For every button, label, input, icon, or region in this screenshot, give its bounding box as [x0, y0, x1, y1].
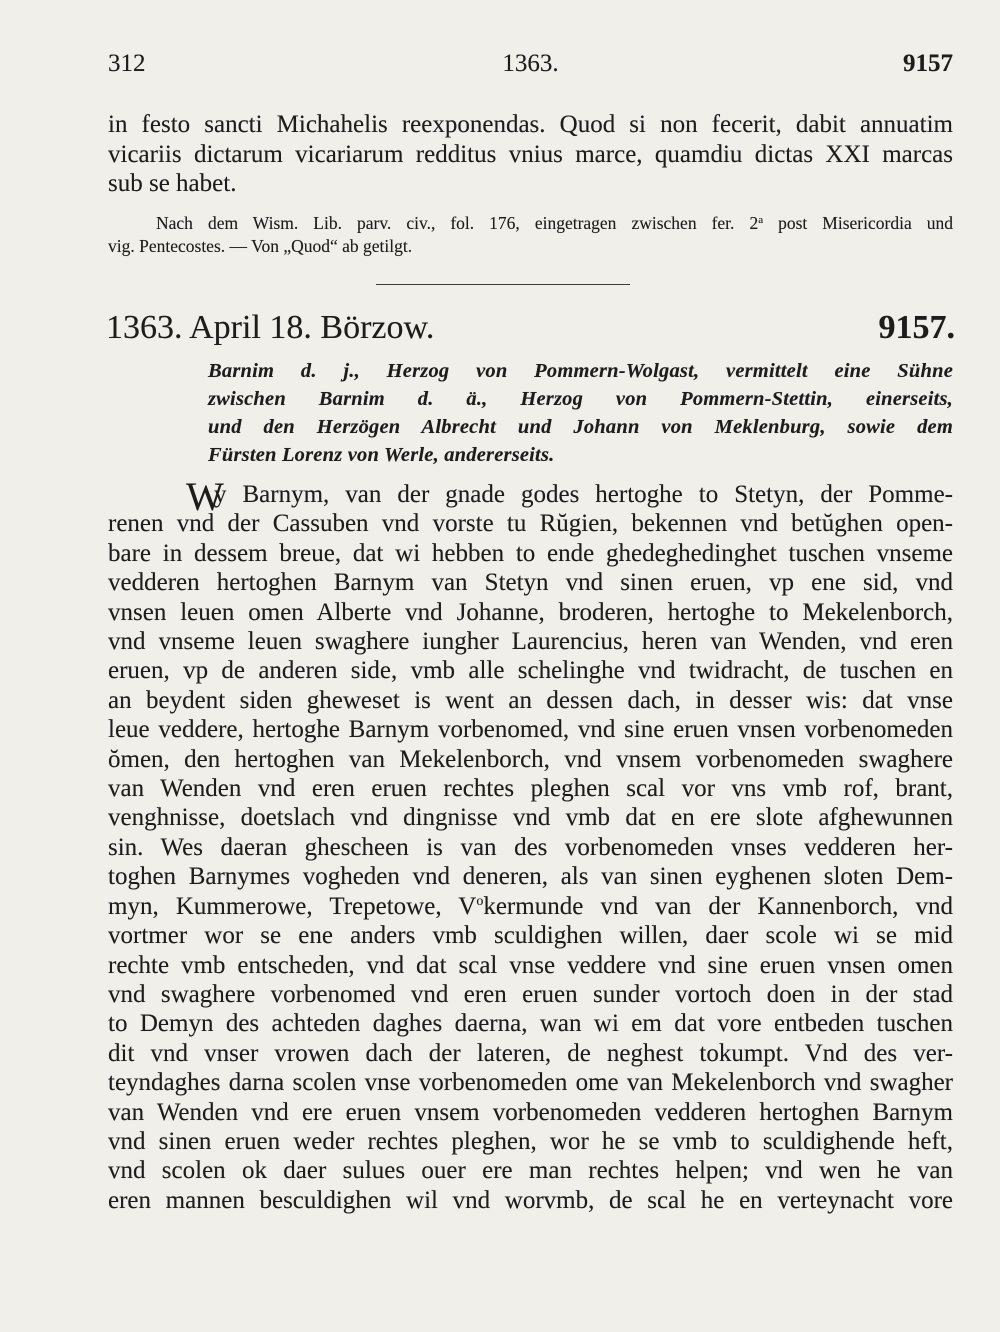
- text-line: myn, Kummerowe, Trepetowe, $V^okermunde$ vnd van der Kannenborch, vnd: [108, 892, 953, 920]
- initial-letter: W: [186, 474, 224, 519]
- source-note-line: Nach dem Wism. Lib. parv. civ., fol. 176, eingetragen zwischen fer. 2$^a$ post Misericordia und: [156, 213, 953, 233]
- text-line: an beydent siden gheweset is went an dessen dach, in desser wis: dat vnse: [108, 686, 953, 714]
- text-line: sub se habet.: [108, 170, 237, 197]
- summary-line: und den Herzögen Albrecht und Johann von Meklenburg, sowie dem: [208, 416, 953, 438]
- summary-line: zwischen Barnim d. ä., Herzog von Pommern-Stettin, einerseits,: [208, 388, 953, 410]
- running-head: [108, 50, 953, 84]
- text-line: vnd vnseme leuen swaghere iungher Laurencius, heren van Wenden, vnd eren: [108, 628, 953, 656]
- source-note: [108, 212, 953, 258]
- text-line: van Wenden vnd eren eruen rechtes pleghen scal vor vns vmb rof, brant,: [108, 775, 953, 803]
- text-line: ŏmen, den hertoghen van Mekelenborch, vnd vnsem vorbenomeden swaghere: [108, 745, 953, 773]
- document-heading: [106, 306, 955, 350]
- text-line: teyndaghes darna scolen vnse vorbenomeden ome van Mekelenborch vnd swagher: [108, 1069, 953, 1097]
- source-note-line: vig. Pentecostes. — Von „Quod“ ab getilgt.: [108, 236, 413, 256]
- text-line: eruen, vp de anderen side, vmb alle schelinghe vnd twidracht, de tuschen en: [108, 657, 953, 685]
- text-line: in festo sancti Michahelis reexponendas. Quod si non fecerit, dabit annuatim: [108, 111, 953, 138]
- text-line: renen vnd der Cassuben vnd vorste tu Rŭgien, bekennen vnd betŭghen open-: [108, 510, 953, 538]
- text-line: W y Barnym, van der gnade godes hertoghe to Stetyn, der Pomme-: [186, 474, 953, 519]
- text-line: vnsen leuen omen Alberte vnd Johanne, broderen, hertoghe to Mekelenborch,: [108, 598, 953, 626]
- document-date-place: 1363. April 18. Börzow.: [106, 309, 435, 346]
- page-number: 312: [108, 50, 146, 77]
- text-line: to Demyn des achteden daghes daerna, wan wi em dat vore entbeden tuschen: [108, 1010, 953, 1038]
- text-line: venghnisse, doetslach vnd dingnisse vnd vmb dat en ere slote afghewunnen: [108, 804, 953, 832]
- summary-line: Barnim d. j., Herzog von Pommern-Wolgast, vermittelt eine Sühne: [208, 360, 953, 382]
- document-body: [108, 474, 953, 1215]
- running-head-year: 1363.: [502, 50, 559, 77]
- text-line: dit vnd vnser vrowen dach der lateren, de neghest tokumpt. Vnd des ver-: [108, 1039, 953, 1067]
- text-line: bare in dessem breue, dat wi hebben to ende ghedeghedinghet tuschen vnseme: [108, 539, 953, 567]
- text-line: eren mannen besculdighen wil vnd worvmb, de scal he en verteynacht vore: [108, 1186, 953, 1214]
- body-lines-b: [108, 921, 953, 1215]
- text-line: toghen Barnymes vogheden vnd deneren, als van sinen eyghenen sloten Dem-: [108, 863, 953, 891]
- document-number: 9157.: [878, 309, 955, 346]
- section-divider: [376, 284, 630, 285]
- text-line: vnd sinen eruen weder rechtes pleghen, wor he se vmb to sculdighende heft,: [108, 1127, 953, 1155]
- text-line: vicariis dictarum vicariarum redditus vnius marce, quamdiu dictas XXI marcas: [108, 140, 953, 168]
- text-line: vnd swaghere vorbenomed vnd eren eruen sunder vortoch doen in der stad: [108, 980, 953, 1008]
- text-line: rechte vmb entscheden, vnd dat scal vnse veddere vnd sine eruen vnsen omen: [108, 951, 953, 979]
- document-summary: [208, 357, 953, 469]
- text-line: van Wenden vnd ere eruen vnsem vorbenomeden vedderen hertoghen Barnym: [108, 1098, 953, 1126]
- text-line: vnd scolen ok daer sulues ouer ere man rechtes helpen; vnd wen he van: [108, 1157, 953, 1185]
- previous-document-text: [108, 110, 953, 199]
- running-head-document-number: 9157: [903, 50, 953, 77]
- summary-line: Fürsten Lorenz von Werle, andererseits.: [208, 444, 555, 466]
- body-lines-a: [108, 539, 953, 892]
- text-line: leue veddere, hertoghe Barnym vorbenomed, vnd sine eruen vnsen vorbenomeden: [108, 716, 953, 744]
- text-line: sin. Wes daeran ghescheen is van des vorbenomeden vnses vedderen her-: [108, 833, 953, 861]
- text-line: vortmer wor se ene anders vmb sculdighen willen, daer scole wi se mid: [108, 922, 953, 950]
- text-line: vedderen hertoghen Barnym van Stetyn vnd sinen eruen, vp ene sid, vnd: [108, 569, 953, 597]
